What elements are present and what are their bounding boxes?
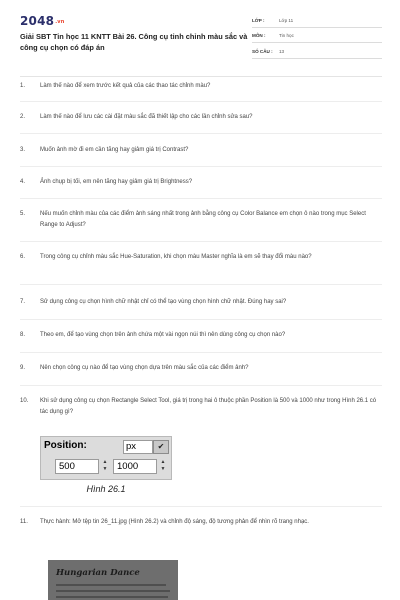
question-item bbox=[20, 363, 382, 374]
question-text: Ảnh chụp bị tối, em nên tăng hay giảm giá trị Brightness? bbox=[40, 179, 193, 185]
question-divider bbox=[20, 506, 382, 507]
question-text: Nếu muốn chỉnh màu của các điểm ảnh sáng nhất trong ảnh bằng công cụ Color Balance em chọn ô nào trong mục Select Range to Adjust? bbox=[40, 211, 366, 228]
meta-value: Lớp 11 bbox=[279, 17, 294, 23]
question-item bbox=[20, 81, 382, 92]
position-label: Position: bbox=[44, 440, 87, 451]
question-text: Trong công cụ chỉnh màu sắc Hue-Saturation, khi chọn màu Master nghĩa là em sẽ thay đổi màu nào? bbox=[40, 254, 312, 260]
position-x-field[interactable]: 500 bbox=[55, 459, 99, 474]
question-item bbox=[20, 112, 382, 123]
logo-domain: .vn bbox=[55, 19, 65, 25]
question-text: Sử dụng công cụ chọn hình chữ nhật chỉ có thể tạo vùng chọn hình chữ nhật. Đúng hay sai? bbox=[40, 299, 287, 305]
question-divider bbox=[20, 198, 382, 199]
question-number: 9. bbox=[20, 365, 26, 371]
question-item bbox=[20, 209, 382, 230]
question-text: Làm thế nào để xem trước kết quả của các thao tác chỉnh màu? bbox=[40, 83, 211, 89]
question-number: 10. bbox=[20, 398, 29, 404]
photo-title: Hungarian Dance bbox=[56, 568, 140, 578]
question-text: Theo em, để tạo vùng chọn trên ảnh chứa một vài ngọn núi thì nên dùng công cụ chọn nào? bbox=[40, 332, 286, 338]
meta-key: LỚP : bbox=[252, 17, 265, 23]
position-panel bbox=[40, 436, 172, 480]
question-divider bbox=[20, 241, 382, 242]
site-logo[interactable] bbox=[20, 14, 65, 28]
question-divider bbox=[20, 385, 382, 386]
question-number: 7. bbox=[20, 299, 26, 305]
meta-value: 13 bbox=[279, 48, 285, 54]
question-number: 4. bbox=[20, 179, 26, 185]
question-divider bbox=[20, 101, 382, 102]
question-item bbox=[20, 297, 382, 308]
document-header bbox=[20, 14, 382, 74]
question-item bbox=[20, 177, 382, 188]
unit-toggle-icon[interactable]: ✔ bbox=[153, 440, 169, 454]
question-number: 5. bbox=[20, 211, 26, 217]
staff-line bbox=[56, 584, 166, 586]
question-item bbox=[20, 396, 382, 417]
question-number: 11. bbox=[20, 519, 28, 525]
question-divider bbox=[20, 352, 382, 353]
question-item bbox=[20, 517, 382, 528]
unit-select[interactable]: px bbox=[123, 440, 153, 454]
logo-text: 2048 bbox=[20, 14, 55, 28]
position-y-field[interactable]: 1000 bbox=[113, 459, 157, 474]
question-text: Nên chọn công cụ nào để tạo vùng chọn dựa trên màu sắc của các điểm ảnh? bbox=[40, 365, 249, 371]
sheet-music-photo bbox=[48, 560, 178, 600]
question-divider bbox=[20, 166, 382, 167]
spinner-icon[interactable]: ▲ ▼ bbox=[160, 459, 166, 472]
question-number: 8. bbox=[20, 332, 26, 338]
question-divider bbox=[20, 284, 382, 285]
meta-row-count bbox=[252, 45, 382, 59]
question-text: Khi sử dụng công cụ chọn Rectangle Select Tool, giá trị trong hai ô thuộc phần Position là 500 và 1000 như trong Hình 26.1 có tác dụng gì? bbox=[40, 398, 377, 415]
question-text: Làm thế nào để lưu các cài đặt màu sắc đã thiết lập cho các lần chỉnh sửa sau? bbox=[40, 114, 253, 120]
question-text: Muốn ảnh mờ đi em cần tăng hay giảm giá trị Contrast? bbox=[40, 147, 189, 153]
question-divider bbox=[20, 319, 382, 320]
header-divider bbox=[20, 76, 382, 77]
meta-row-class bbox=[252, 14, 382, 28]
figure-caption: Hình 26.1 bbox=[86, 484, 126, 494]
question-text: Thực hành: Mở tệp tin 26_11.jpg (Hình 26.2) và chỉnh độ sáng, độ tương phản để nhìn rõ trang nhạc. bbox=[40, 519, 309, 525]
question-item bbox=[20, 145, 382, 156]
question-divider bbox=[20, 133, 382, 134]
question-item bbox=[20, 330, 382, 341]
spinner-icon[interactable]: ▲ ▼ bbox=[102, 459, 108, 472]
question-number: 3. bbox=[20, 147, 26, 153]
page-title: Giải SBT Tin học 11 KNTT Bài 26. Công cụ tinh chỉnh màu sắc và công cụ chọn có đáp án bbox=[20, 32, 248, 52]
question-number: 6. bbox=[20, 254, 26, 260]
document-meta bbox=[252, 14, 382, 61]
meta-row-subject bbox=[252, 30, 382, 44]
question-number: 1. bbox=[20, 83, 26, 89]
question-number: 2. bbox=[20, 114, 26, 120]
staff-line bbox=[56, 590, 170, 592]
meta-key: SỐ CÂU : bbox=[252, 48, 273, 54]
staff-line bbox=[56, 596, 168, 598]
meta-key: MÔN : bbox=[252, 33, 266, 39]
figure-26-1 bbox=[40, 436, 172, 494]
question-item bbox=[20, 252, 382, 263]
meta-value: Tin học bbox=[279, 33, 294, 39]
